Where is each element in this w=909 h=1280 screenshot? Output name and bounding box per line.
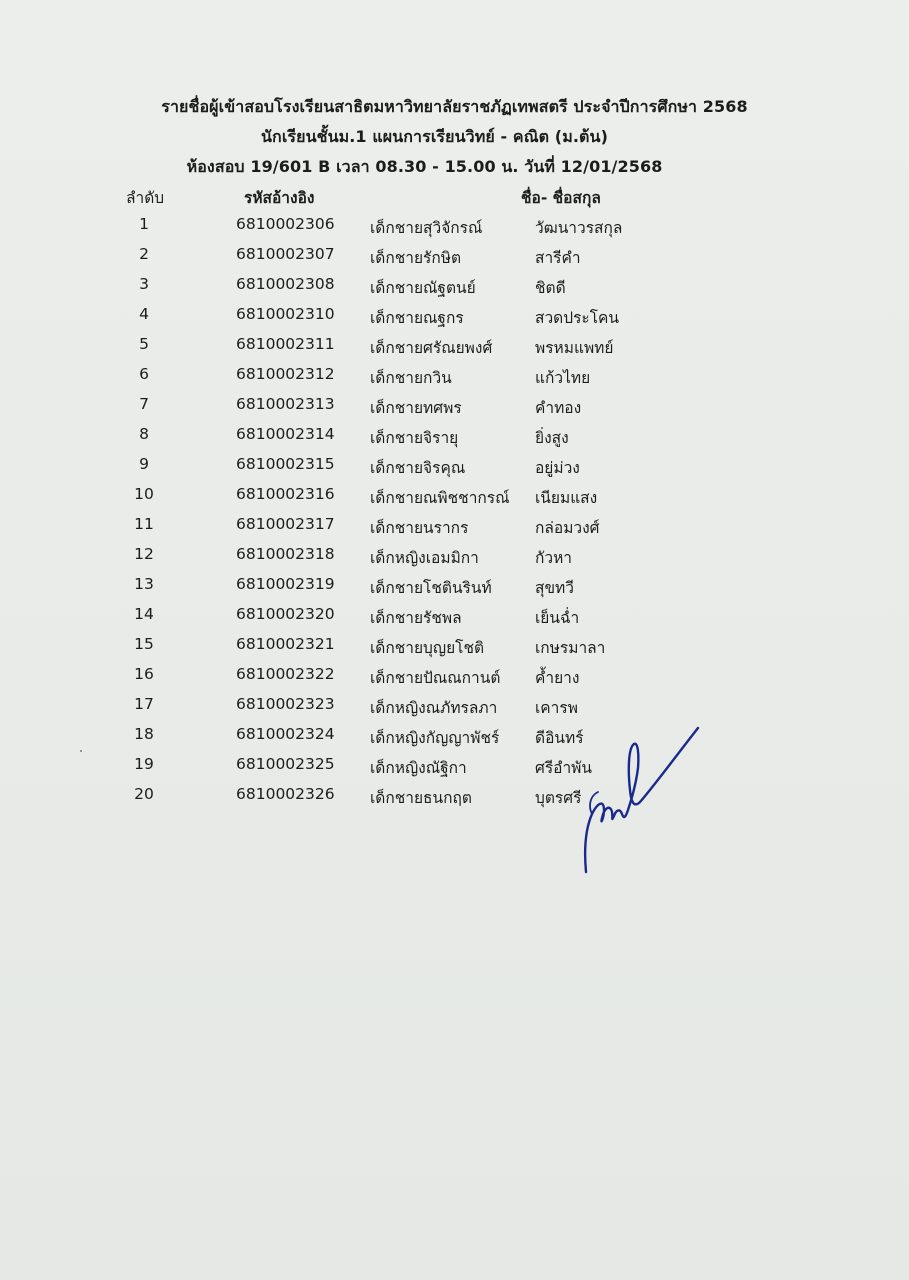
row-first-name: เด็กชายรัชพล [370, 609, 462, 627]
row-first-name: เด็กชายโชตินรินท์ [370, 579, 492, 597]
row-number: 2 [139, 245, 149, 263]
table-row [0, 425, 909, 455]
row-number: 7 [139, 395, 149, 413]
table-row [0, 455, 909, 485]
row-ref-id: 6810002320 [236, 605, 335, 623]
row-ref-id: 6810002313 [236, 395, 335, 413]
row-ref-id: 6810002322 [236, 665, 335, 683]
row-first-name: เด็กชายสุวิจักรณ์ [370, 219, 483, 237]
row-number: 15 [134, 635, 154, 653]
row-ref-id: 6810002319 [236, 575, 335, 593]
row-ref-id: 6810002314 [236, 425, 335, 443]
row-number: 14 [134, 605, 154, 623]
row-first-name: เด็กชายจิรคุณ [370, 459, 466, 477]
row-ref-id: 6810002323 [236, 695, 335, 713]
table-row [0, 725, 909, 755]
row-last-name: พรหมแพทย์ [535, 339, 614, 357]
row-first-name: เด็กหญิงณัฐิกา [370, 759, 467, 777]
row-number: 10 [134, 485, 154, 503]
row-first-name: เด็กชายณัฐตนย์ [370, 279, 476, 297]
row-last-name: กัวหา [535, 549, 573, 567]
handwritten-signature [578, 722, 702, 878]
row-number: 11 [134, 515, 154, 533]
row-number: 12 [134, 545, 154, 563]
row-first-name: เด็กชายนรากร [370, 519, 469, 537]
row-first-name: เด็กหญิงณภัทรลภา [370, 699, 498, 717]
row-first-name: เด็กชายรักษิต [370, 249, 462, 267]
row-ref-id: 6810002316 [236, 485, 335, 503]
row-ref-id: 6810002325 [236, 755, 335, 773]
row-last-name: ชิตดี [535, 279, 566, 297]
row-number: 6 [139, 365, 149, 383]
row-number: 13 [134, 575, 154, 593]
row-number: 5 [139, 335, 149, 353]
row-last-name: เคารพ [535, 699, 578, 717]
table-row [0, 365, 909, 395]
row-last-name: ค้ำยาง [535, 669, 580, 687]
column-header-number: ลำดับ [126, 189, 165, 207]
row-number: 18 [134, 725, 154, 743]
row-ref-id: 6810002306 [236, 215, 335, 233]
row-ref-id: 6810002321 [236, 635, 335, 653]
row-ref-id: 6810002326 [236, 785, 335, 803]
row-first-name: เด็กหญิงเอมมิกา [370, 549, 479, 567]
row-number: 16 [134, 665, 154, 683]
row-number: 17 [134, 695, 154, 713]
table-row [0, 545, 909, 575]
column-header-ref-id: รหัสอ้างอิง [244, 189, 315, 207]
row-first-name: เด็กชายธนกฤต [370, 789, 472, 807]
row-first-name: เด็กชายทศพร [370, 399, 462, 417]
table-row [0, 305, 909, 335]
row-ref-id: 6810002308 [236, 275, 335, 293]
table-row [0, 215, 909, 245]
row-ref-id: 6810002312 [236, 365, 335, 383]
table-row [0, 245, 909, 275]
document-subtitle: นักเรียนชั้นม.1 แผนการเรียนวิทย์ - คณิต (ม.ต้น) [261, 127, 608, 146]
row-first-name: เด็กชายกวิน [370, 369, 452, 387]
row-number: 20 [134, 785, 154, 803]
table-row [0, 665, 909, 695]
row-first-name: เด็กชายปัณณกานต์ [370, 669, 501, 687]
row-last-name: อยู่ม่วง [535, 459, 580, 477]
row-last-name: บุตรศรี [535, 789, 582, 807]
row-first-name: เด็กชายศรัณยพงศ์ [370, 339, 493, 357]
table-row [0, 395, 909, 425]
row-ref-id: 6810002311 [236, 335, 335, 353]
row-number: 4 [139, 305, 149, 323]
row-last-name: เกษรมาลา [535, 639, 606, 657]
row-last-name: แก้วไทย [535, 369, 591, 387]
row-last-name: เย็นฉ่ำ [535, 609, 580, 627]
exam-room-info: ห้องสอบ 19/601 B เวลา 08.30 - 15.00 น. วันที่ 12/01/2568 [186, 157, 663, 176]
row-first-name: เด็กหญิงกัญญาพัชร์ [370, 729, 500, 747]
row-last-name: สารีคำ [535, 249, 581, 267]
scan-speck [80, 750, 82, 752]
table-row [0, 755, 909, 785]
row-ref-id: 6810002310 [236, 305, 335, 323]
table-row [0, 785, 909, 815]
row-last-name: ศรีอำพัน [535, 759, 592, 777]
row-last-name: กล่อมวงศ์ [535, 519, 600, 537]
row-ref-id: 6810002315 [236, 455, 335, 473]
table-row [0, 605, 909, 635]
row-ref-id: 6810002317 [236, 515, 335, 533]
row-ref-id: 6810002307 [236, 245, 335, 263]
table-row [0, 575, 909, 605]
row-first-name: เด็กชายณพิชชากรณ์ [370, 489, 510, 507]
row-number: 1 [139, 215, 149, 233]
row-first-name: เด็กชายณฐกร [370, 309, 464, 327]
row-last-name: ยิ่งสูง [535, 429, 569, 447]
column-header-name: ชื่อ- ชื่อสกุล [521, 189, 601, 207]
row-ref-id: 6810002324 [236, 725, 335, 743]
row-last-name: ดีอินทร์ [535, 729, 584, 747]
row-last-name: วัฒนาวรสกุล [535, 219, 623, 237]
row-number: 3 [139, 275, 149, 293]
row-last-name: สุขทวี [535, 579, 574, 597]
row-number: 19 [134, 755, 154, 773]
table-row [0, 695, 909, 725]
table-row [0, 635, 909, 665]
row-last-name: เนียมแสง [535, 489, 598, 507]
table-row [0, 275, 909, 305]
row-number: 9 [139, 455, 149, 473]
row-number: 8 [139, 425, 149, 443]
row-first-name: เด็กชายบุญยโชติ [370, 639, 485, 657]
row-last-name: คำทอง [535, 399, 582, 417]
table-row [0, 485, 909, 515]
row-last-name: สวดประโคน [535, 309, 620, 327]
row-first-name: เด็กชายจิรายุ [370, 429, 459, 447]
table-row [0, 515, 909, 545]
row-ref-id: 6810002318 [236, 545, 335, 563]
document-title: รายชื่อผู้เข้าสอบโรงเรียนสาธิตมหาวิทยาลัยราชภัฏเทพสตรี ประจำปีการศึกษา 2568 [161, 97, 748, 116]
table-row [0, 335, 909, 365]
